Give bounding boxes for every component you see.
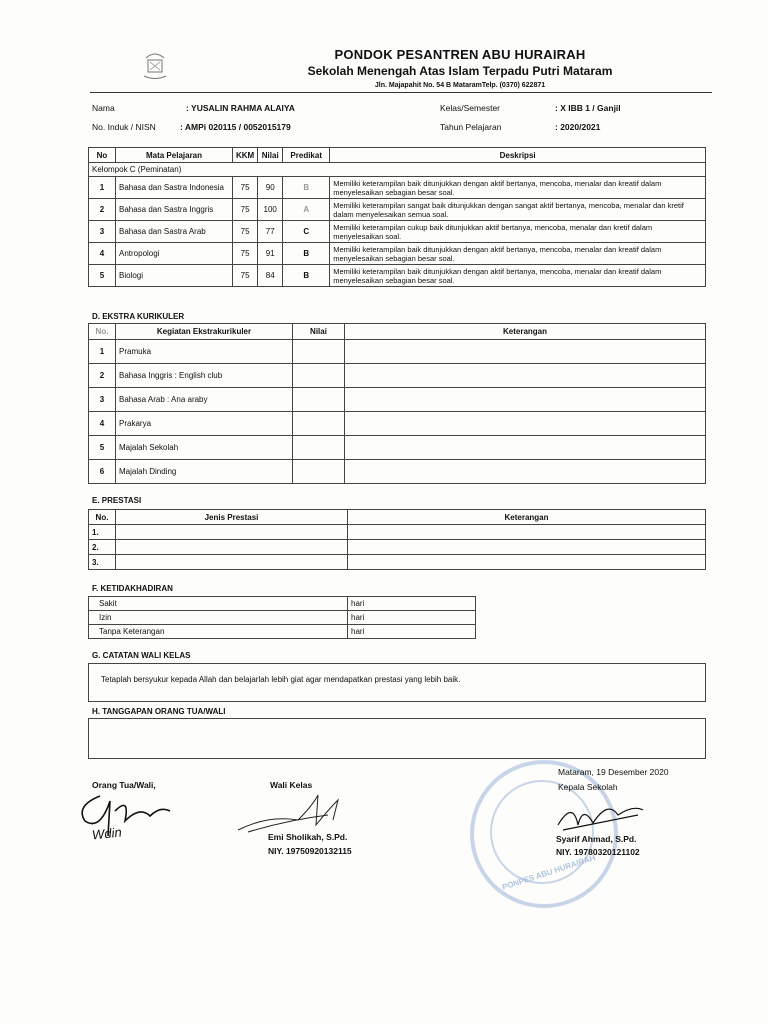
- parent-response-title: H. TANGGAPAN ORANG TUA/WALI: [92, 707, 226, 716]
- row-description: Memiliki keterampilan baik ditunjukkan dengan aktif bertanya, mencoba, menalar dan kreatif dalam menyelesaikan sebagian besar soal.: [330, 265, 706, 287]
- row-score: [293, 388, 345, 412]
- table-row: [89, 177, 706, 199]
- row-notes: [345, 460, 706, 484]
- extracurricular-title: D. EKSTRA KURIKULER: [92, 312, 185, 321]
- absence-unit: hari: [348, 625, 476, 639]
- row-no: 3: [89, 221, 116, 243]
- absence-unit: hari: [348, 597, 476, 611]
- row-subject: Antropologi: [116, 243, 233, 265]
- class-value: : X IBB 1 / Ganjil: [555, 103, 621, 113]
- row-no: 1: [89, 177, 116, 199]
- col-achievement: Jenis Prestasi: [116, 510, 348, 525]
- table-row: [89, 525, 706, 540]
- row-activity: Prakarya: [116, 412, 293, 436]
- col-activity: Kegiatan Ekstrakurikuler: [116, 324, 293, 340]
- parent-signature: [70, 776, 190, 846]
- table-row: [89, 555, 706, 570]
- col-score: Nilai: [258, 148, 283, 163]
- row-achievement: [116, 525, 348, 540]
- principal-nip: NIY. 19780320121102: [556, 847, 640, 857]
- homeroom-note-box: [88, 663, 706, 702]
- school-address: Jln. Majapahit No. 54 B MataramTelp. (0370) 622871: [374, 82, 546, 89]
- col-no: No.: [89, 510, 116, 525]
- year-value: : 2020/2021: [555, 122, 601, 132]
- row-achievement: [116, 555, 348, 570]
- col-notes: Keterangan: [345, 324, 706, 340]
- nisn-label: No. Induk / NISN: [92, 122, 156, 132]
- table-row: [89, 460, 706, 484]
- row-kkm: 75: [233, 221, 258, 243]
- table-row: [89, 364, 706, 388]
- homeroom-note-text: Tetaplah bersyukur kepada Allah dan belajarlah lebih giat agar mendapatkan prestasi yang lebih baik.: [101, 675, 461, 684]
- year-label: Tahun Pelajaran: [440, 122, 502, 132]
- absence-title: F. KETIDAKHADIRAN: [92, 584, 173, 593]
- col-score: Nilai: [293, 324, 345, 340]
- row-score: 100: [258, 199, 283, 221]
- row-activity: Bahasa Inggris : English club: [116, 364, 293, 388]
- table-row: [89, 221, 706, 243]
- row-predicate: A: [283, 199, 330, 221]
- row-subject: Bahasa dan Sastra Inggris: [116, 199, 233, 221]
- absence-label: Izin: [89, 611, 348, 625]
- row-score: [293, 364, 345, 388]
- row-description: Memiliki keterampilan baik ditunjukkan dengan aktif bertanya, mencoba, menalar dan kreatif dalam menyelesaikan sebagian besar soal.: [330, 177, 706, 199]
- col-predicate: Predikat: [283, 148, 330, 163]
- table-row: [89, 412, 706, 436]
- row-no: 5: [89, 265, 116, 287]
- achievements-table: [88, 509, 706, 570]
- row-notes: [345, 436, 706, 460]
- table-row: [89, 540, 706, 555]
- table-row: [89, 199, 706, 221]
- group-label: Kelompok C (Peminatan): [89, 163, 706, 177]
- extracurricular-table: [88, 323, 706, 484]
- row-notes: [348, 540, 706, 555]
- principal-name: Syarif Ahmad, S.Pd.: [556, 834, 637, 844]
- header-divider: [90, 92, 712, 93]
- row-description: Memiliki keterampilan sangat baik ditunjukkan dengan sangat aktif bertanya, mencoba, menalar dan kretif dalam menyelesaikan semua soal.: [330, 199, 706, 221]
- achievements-title: E. PRESTASI: [92, 496, 142, 505]
- row-kkm: 75: [233, 265, 258, 287]
- row-score: [293, 460, 345, 484]
- parent-name: Wdin: [91, 824, 123, 843]
- stamp-text: PONPES ABU HURAIRAH: [500, 853, 597, 892]
- name-label: Nama: [92, 103, 115, 113]
- table-row: [89, 625, 476, 639]
- homeroom-teacher-name: Emi Sholikah, S.Pd.: [268, 832, 348, 842]
- row-score: 77: [258, 221, 283, 243]
- row-no: 2: [89, 199, 116, 221]
- row-notes: [345, 364, 706, 388]
- row-notes: [345, 412, 706, 436]
- homeroom-teacher-label: Wali Kelas: [270, 780, 313, 790]
- row-notes: [345, 388, 706, 412]
- homeroom-teacher-nip: NIY. 19750920132115: [268, 846, 352, 856]
- row-no: 1.: [89, 525, 116, 540]
- row-predicate: B: [283, 265, 330, 287]
- place-date: Mataram, 19 Desember 2020: [558, 767, 669, 777]
- col-no: No: [89, 148, 116, 163]
- grades-header-row: [89, 148, 706, 163]
- table-row: [89, 611, 476, 625]
- row-predicate: B: [283, 243, 330, 265]
- parent-label: Orang Tua/Wali,: [92, 780, 156, 790]
- table-row: [89, 265, 706, 287]
- row-no: 4: [89, 412, 116, 436]
- row-notes: [348, 555, 706, 570]
- col-notes: Keterangan: [348, 510, 706, 525]
- table-row: [89, 597, 476, 611]
- school-subtitle: Sekolah Menengah Atas Islam Terpadu Putri Mataram: [307, 64, 613, 78]
- row-score: 84: [258, 265, 283, 287]
- row-score: [293, 412, 345, 436]
- row-subject: Bahasa dan Sastra Arab: [116, 221, 233, 243]
- absence-label: Sakit: [89, 597, 348, 611]
- row-no: 4: [89, 243, 116, 265]
- row-score: 90: [258, 177, 283, 199]
- row-no: 1: [89, 340, 116, 364]
- row-no: 2: [89, 364, 116, 388]
- row-no: 3.: [89, 555, 116, 570]
- row-notes: [345, 340, 706, 364]
- row-predicate: C: [283, 221, 330, 243]
- grades-table: [88, 147, 706, 287]
- row-no: 6: [89, 460, 116, 484]
- school-logo: [138, 48, 172, 82]
- row-kkm: 75: [233, 199, 258, 221]
- homeroom-note-title: G. CATATAN WALI KELAS: [92, 651, 191, 660]
- absence-table: [88, 596, 476, 639]
- col-no: No.: [89, 324, 116, 340]
- table-row: [89, 243, 706, 265]
- row-kkm: 75: [233, 177, 258, 199]
- row-description: Memiliki keterampilan cukup baik ditunjukkan aktif bertanya, mencoba, menalar dan kretif dalam menyelesaikan soal.: [330, 221, 706, 243]
- col-kkm: KKM: [233, 148, 258, 163]
- name-value: : YUSALIN RAHMA ALAIYA: [186, 103, 295, 113]
- row-subject: Bahasa dan Sastra Indonesia: [116, 177, 233, 199]
- row-subject: Biologi: [116, 265, 233, 287]
- row-no: 2.: [89, 540, 116, 555]
- row-score: [293, 340, 345, 364]
- row-predicate: B: [283, 177, 330, 199]
- row-score: 91: [258, 243, 283, 265]
- row-no: 5: [89, 436, 116, 460]
- row-score: [293, 436, 345, 460]
- nisn-value: : AMPi 020115 / 0052015179: [180, 122, 291, 132]
- row-activity: Pramuka: [116, 340, 293, 364]
- table-row: [89, 436, 706, 460]
- col-subject: Mata Pelajaran: [116, 148, 233, 163]
- row-no: 3: [89, 388, 116, 412]
- class-label: Kelas/Semester: [440, 103, 500, 113]
- school-name: PONDOK PESANTREN ABU HURAIRAH: [334, 47, 586, 62]
- row-activity: Majalah Dinding: [116, 460, 293, 484]
- row-activity: Bahasa Arab : Ana araby: [116, 388, 293, 412]
- col-description: Deskripsi: [330, 148, 706, 163]
- row-description: Memiliki keterampilan baik ditunjukkan dengan aktif bertanya, mencoba, menalar dan kreatif dalam menyelesaikan sebagian besar soal.: [330, 243, 706, 265]
- table-row: [89, 388, 706, 412]
- table-row: [89, 340, 706, 364]
- row-achievement: [116, 540, 348, 555]
- row-activity: Majalah Sekolah: [116, 436, 293, 460]
- absence-unit: hari: [348, 611, 476, 625]
- principal-label: Kepala Sekolah: [558, 782, 618, 792]
- row-notes: [348, 525, 706, 540]
- absence-label: Tanpa Keterangan: [89, 625, 348, 639]
- row-kkm: 75: [233, 243, 258, 265]
- parent-response-box: [88, 718, 706, 759]
